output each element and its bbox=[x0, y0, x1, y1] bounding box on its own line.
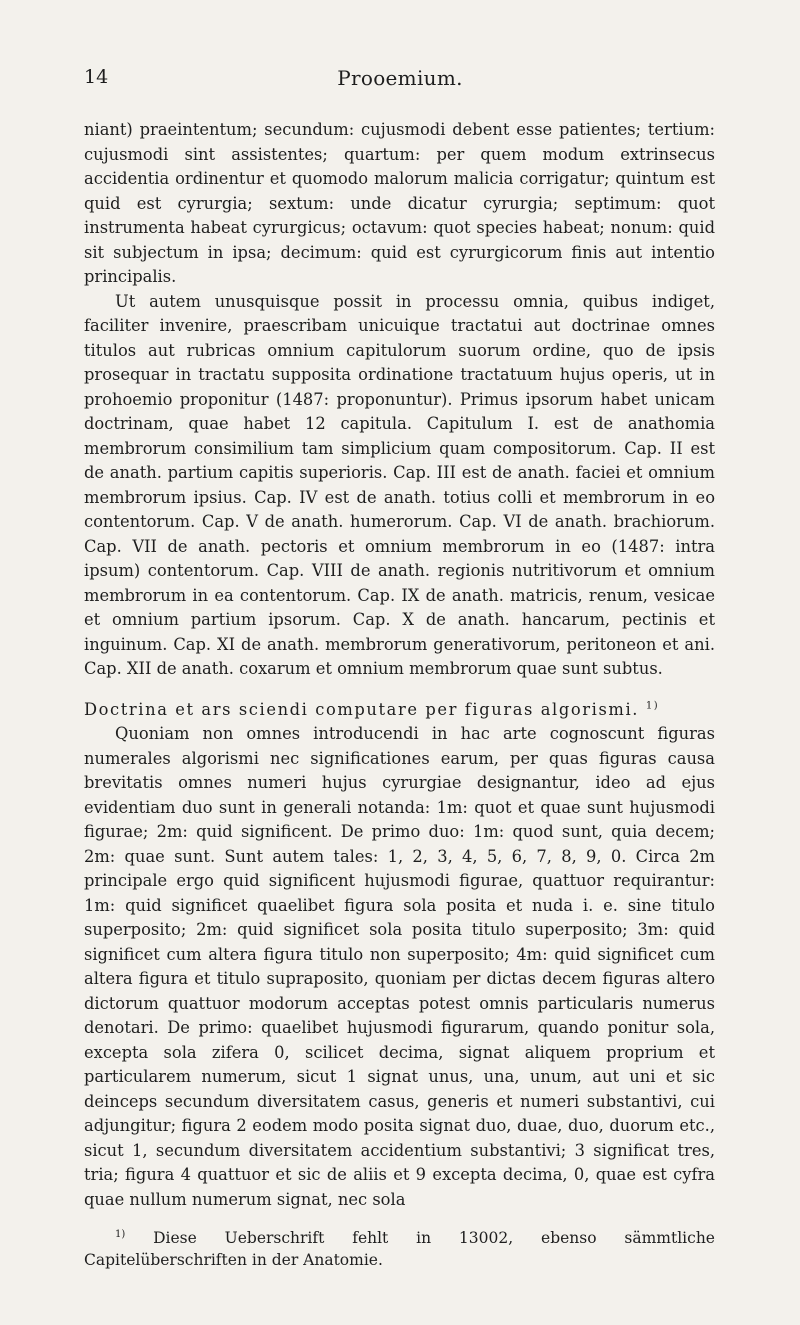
paragraph-chapter-list: Ut autem unusquisque possit in processu omnia, quibus indiget, faciliter invenire, praescribam unicuique tractatui aut doctrinae omnes titulos aut rubricas omnium capitulorum suorum ordine, quo de ipsis prosequar in tractatu supposita ordinatione tractatuum hujus operis, ut in prohoemio proponitur (1487: proponuntur). Primus ipsorum habet unicam doctrinam, quae habet 12 capitula. Capitulum I. est de anathomia membrorum consimilium tam simplicium quam compositorum. Cap. II est de anath. partium capitis superioris. Cap. III est de anath. faciei et omnium membrorum ipsius. Cap. IV est de anath. totius colli et membrorum in eo contentorum. Cap. V de anath. humerorum. Cap. VI de anath. brachiorum. Cap. VII de anath. pectoris et omnium membrorum in eo (1487: intra ipsum) contentorum. Cap. VIII de anath. regionis nutritivorum et omnium membrorum in ea contentorum. Cap. IX de anath. matricis, renum, vesicae et omnium partium ipsorum. Cap. X de anath. hancarum, pectinis et inguinum. Cap. XI de anath. membrorum generativorum, peritoneon et ani. Cap. XII de anath. coxarum et omnium membrorum quae sunt subtus. bbox=[84, 291, 715, 678]
section-heading bbox=[84, 698, 715, 723]
paragraph-continuation: niant) praeintentum; secundum: cujusmodi debent esse patientes; tertium: cujusmodi sint assistentes; quartum: per quem modum extrinsecus accidentia ordinentur et quomodo malorum malicia corrigatur; quintum est quid est cyrurgia; sextum: unde dicatur cyrurgia; septimum: quot instrumenta habeat cyrurgicus; octavum: quot species habeat; nonum: quid sit subjectum in ipsa; decimum: quid est cyrurgicorum finis aut intentio principalis. bbox=[84, 120, 715, 286]
footnote-mark: 1) bbox=[115, 1228, 126, 1240]
page-header bbox=[0, 66, 800, 96]
main-text bbox=[84, 118, 715, 1212]
page-number: 14 bbox=[84, 66, 109, 88]
paragraph-algorism: Quoniam non omnes introducendi in hac arte cognoscunt figuras numerales algorismi nec significationes earum, per quas figuras causa brevitatis omnes numeri hujus cyrurgiae designantur, ideo ad ejus evidentiam duo sunt in generali notanda: 1m: quot et quae sunt hujusmodi figurae; 2m: quid significent. De primo duo: 1m: quod sunt, quia decem; 2m: quae sunt. Sunt autem tales: 1, 2, 3, 4, 5, 6, 7, 8, 9, 0. Circa 2m principale ergo quid significent hujusmodi figurae, quattuor requirantur: 1m: quid significet quaelibet figura sola posita et nuda i. e. sine titulo superposito; 2m: quid significet sola posita titulo superposito; 3m: quid significet cum altera figura titulo non superposito; 4m: quid significet cum altera figura et titulo supraposito, quoniam per dictas decem figuras altero dictorum quattuor modorum acceptas potest omnis particularis numerus denotari. De primo: quaelibet hujusmodi figurarum, quando ponitur sola, excepta sola zifera 0, scilicet decima, signat aliquem proprium et particularem numerum, sicut 1 signat unus, una, unum, aut uni et sic deinceps secundum diversitatem casus, generis et numeri substantivi, cui adjungitur; figura 2 eodem modo posita signat duo, duae, duo, duorum etc., sicut 1, secundum diversitatem accidentium substantivi; 3 significat tres, tria; figura 4 quattuor et sic de aliis et 9 excepta decima, 0, quae est cyfra quae nullum numerum signat, nec sola bbox=[84, 724, 715, 1209]
running-title: Prooemium. bbox=[337, 66, 463, 90]
footnote bbox=[84, 1227, 715, 1271]
footnote-reference: 1) bbox=[645, 700, 660, 712]
section-heading-text: Doctrina et ars sciendi computare per figuras algorismi. bbox=[84, 699, 640, 719]
footnote-text: Diese Ueberschrift fehlt in 13002, ebenso sämmtliche Capitelüberschriften in der Anatomie. bbox=[84, 1229, 715, 1269]
